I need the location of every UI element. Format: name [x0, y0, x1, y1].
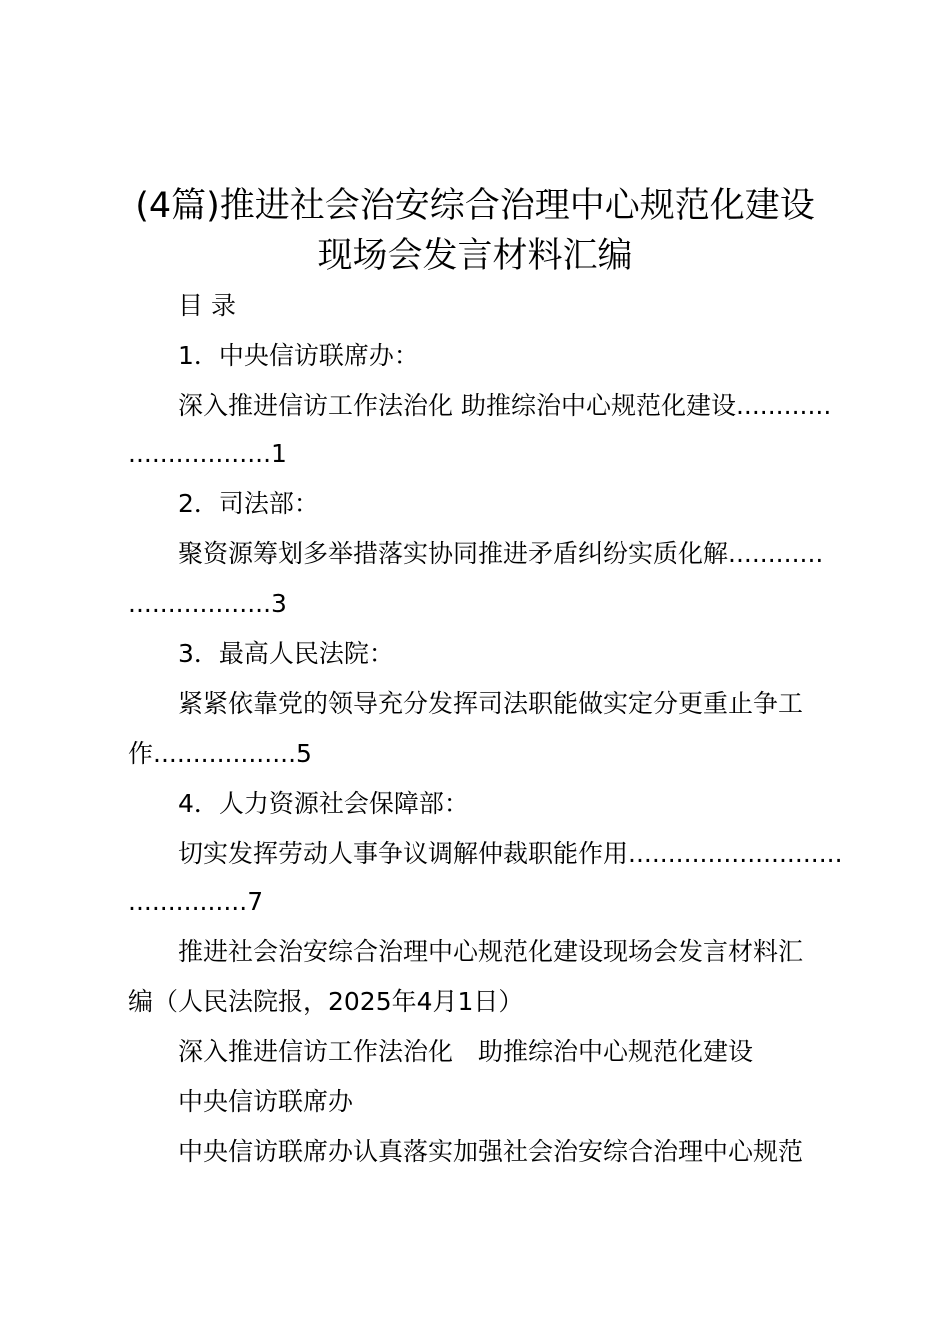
collection-title-line2: 编（人民法院报，2025年4月1日） — [128, 987, 524, 1016]
toc-item-3-page: 作..................5 — [128, 739, 312, 768]
toc-item-1-page: ..................1 — [128, 439, 287, 468]
toc-item-2-org: 2．司法部： — [178, 489, 319, 518]
toc-item-2-entry: 聚资源筹划多举措落实协同推进矛盾纠纷实质化解............ — [178, 539, 824, 568]
article-title: 深入推进信访工作法治化 助推综治中心规范化建设 — [178, 1037, 754, 1066]
toc-item-2-page: ..................3 — [128, 589, 287, 618]
article-paragraph-first-line: 中央信访联席办认真落实加强社会治安综合治理中心规范 — [178, 1137, 804, 1166]
toc-item-3-org: 3．最高人民法院： — [178, 639, 394, 668]
toc-item-4-org: 4．人力资源社会保障部： — [178, 789, 469, 818]
toc-heading: 目 录 — [178, 291, 236, 320]
article-author: 中央信访联席办 — [178, 1087, 354, 1116]
toc-item-4-entry: 切实发挥劳动人事争议调解仲裁职能作用........................... — [178, 839, 843, 868]
toc-item-1-entry: 深入推进信访工作法治化 助推综治中心规范化建设............ — [178, 391, 832, 420]
collection-title-line1: 推进社会治安综合治理中心规范化建设现场会发言材料汇 — [178, 937, 804, 966]
document-title-line1: (4篇)推进社会治安综合治理中心规范化建设 — [135, 186, 815, 226]
toc-item-1-org: 1．中央信访联席办： — [178, 341, 419, 370]
document-title-line2: 现场会发言材料汇编 — [317, 236, 633, 276]
toc-item-3-entry: 紧紧依靠党的领导充分发挥司法职能做实定分更重止争工 — [178, 689, 804, 718]
toc-item-4-page: ...............7 — [128, 887, 264, 916]
